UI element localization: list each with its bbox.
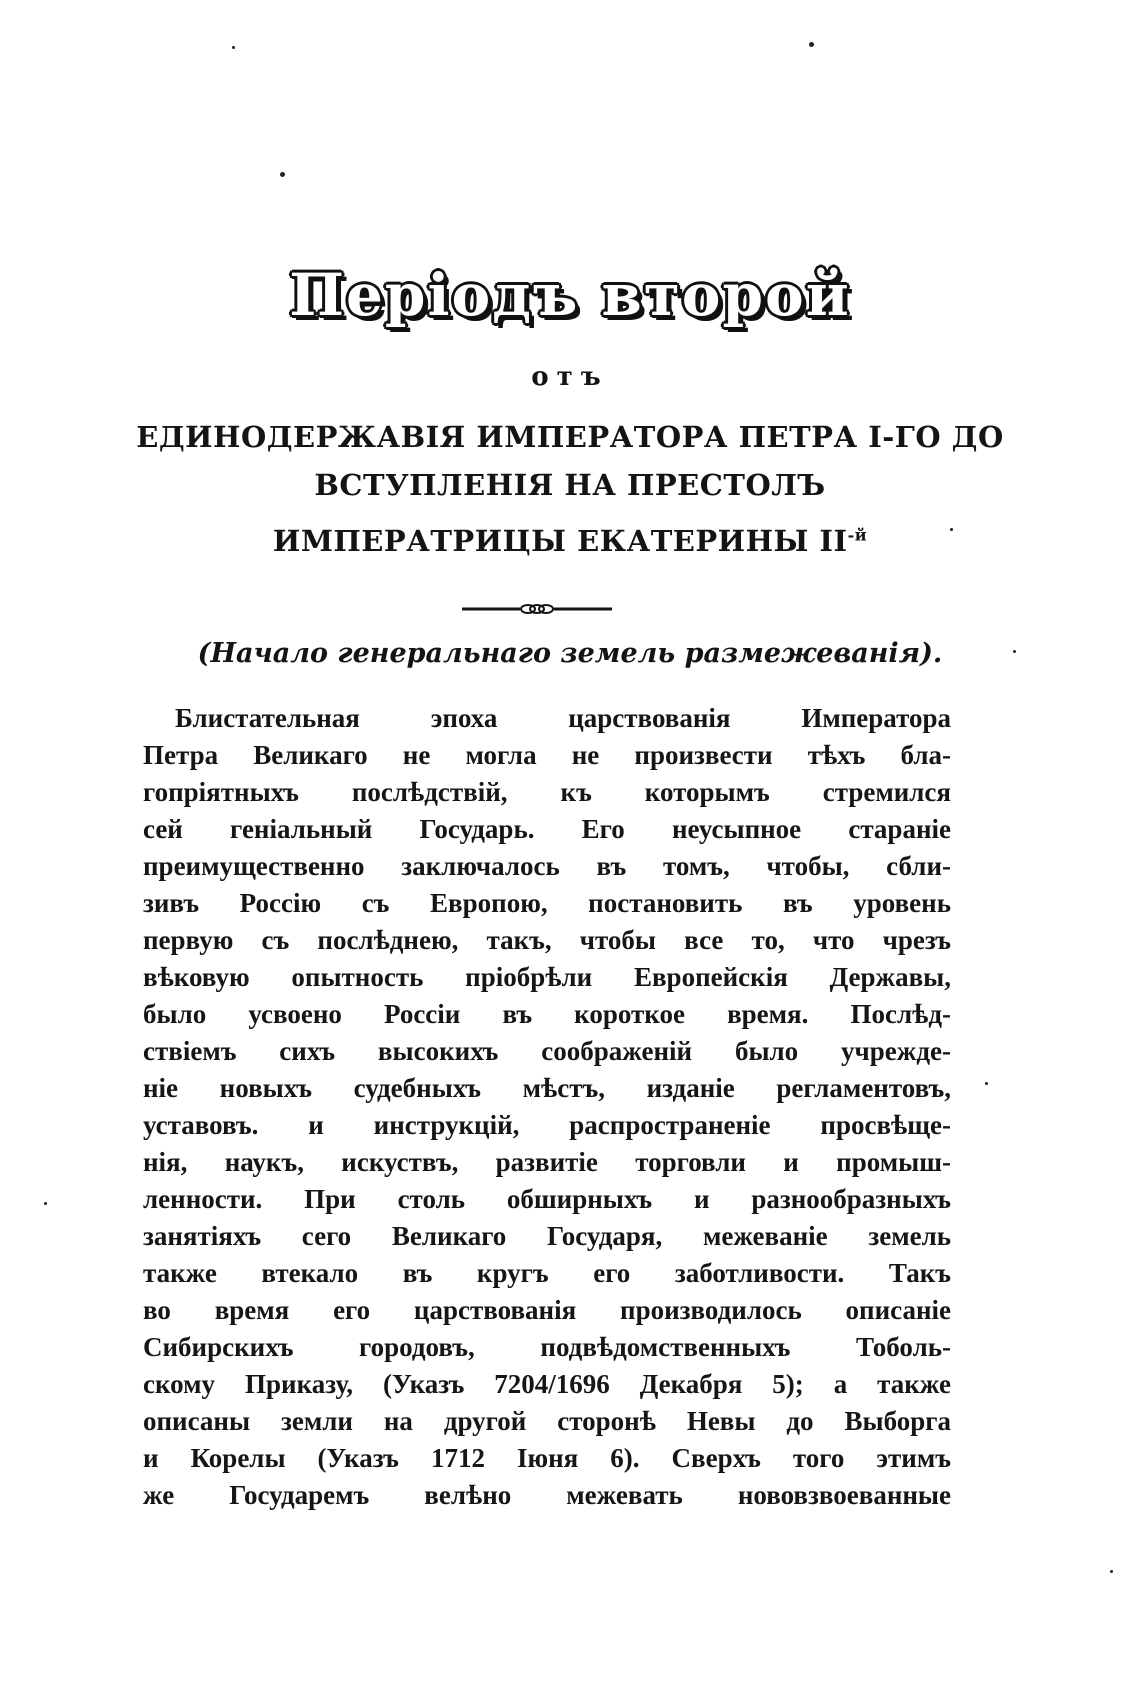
body-line: занятіяхъ сего Великаго Государя, межеваніе земель (143, 1221, 951, 1251)
body-line: гопріятныхъ послѣдствій, къ которымъ стремился (143, 777, 951, 807)
body-line: Сибирскихъ городовъ, подвѣдомственныхъ Тоболь- (143, 1332, 951, 1362)
print-speck (809, 42, 814, 47)
body-line: Блистательная эпоха царствованія Императора (175, 703, 951, 733)
body-line: уставовъ. и инструкцій, распространеніе просвѣще- (143, 1110, 951, 1140)
print-speck (1110, 1570, 1113, 1573)
body-paragraph (143, 700, 951, 1514)
body-line: описаны земли на другой сторонѣ Невы до Выборга (143, 1406, 951, 1436)
body-line: было усвоено Россіи въ короткое время. Послѣд- (143, 999, 951, 1029)
body-line: зивъ Россію съ Европою, постановить въ уровень (143, 888, 951, 918)
heading-line-2: ВСТУПЛЕНІЯ НА ПРЕСТОЛЪ (314, 468, 826, 502)
body-line: во время его царствованія производилось описаніе (143, 1295, 951, 1325)
body-line: скому Приказу, (Указъ 7204/1696 Декабря 5); а также (143, 1369, 951, 1399)
body-line: же Государемъ велѣно межевать нововзвоеванные (143, 1480, 951, 1510)
ornament-divider (462, 601, 612, 617)
heading-line-1: ЕДИНОДЕРЖАВІЯ ИМПЕРАТОРА ПЕТРА І-ГО ДО (136, 420, 1004, 454)
body-line: вѣковую опытность пріобрѣли Европейскія Державы, (143, 962, 951, 992)
body-line: и Корелы (Указъ 1712 Іюня 6). Сверхъ того этимъ (143, 1443, 951, 1473)
print-speck (44, 1202, 47, 1205)
body-line: сей геніальный Государь. Его неусыпное стараніе (143, 814, 951, 844)
body-line: ствіемъ сихъ высокихъ соображеній было учрежде- (143, 1036, 951, 1066)
section-subtitle: (Начало генеральнаго земель размежеванія). (197, 638, 943, 669)
heading-suffix: -й (847, 525, 868, 545)
body-line: ленности. При столь обширныхъ и разнообразныхъ (143, 1184, 951, 1214)
period-title: Періодъ второй (289, 261, 851, 329)
body-line: нія, наукъ, искуствъ, развитіе торговли и промыш- (143, 1147, 951, 1177)
print-speck (985, 1082, 988, 1085)
body-line: преимущественно заключалось въ томъ, чтобы, сбли- (143, 851, 951, 881)
heading-line-3-text: ИМПЕРАТРИЦЫ ЕКАТЕРИНЫ ІІ (272, 524, 848, 558)
print-speck (232, 46, 235, 49)
body-line: Петра Великаго не могла не произвести тѣхъ бла- (143, 740, 951, 770)
body-line: первую съ послѣднею, такъ, чтобы все то, что чрезъ (143, 925, 951, 955)
body-line: также втекало въ кругъ его заботливости. Такъ (143, 1258, 951, 1288)
from-word: отъ (531, 362, 609, 392)
heading-line-3 (0, 524, 1140, 558)
body-line: ніе новыхъ судебныхъ мѣстъ, изданіе регламентовъ, (143, 1073, 951, 1103)
print-speck (280, 172, 285, 177)
